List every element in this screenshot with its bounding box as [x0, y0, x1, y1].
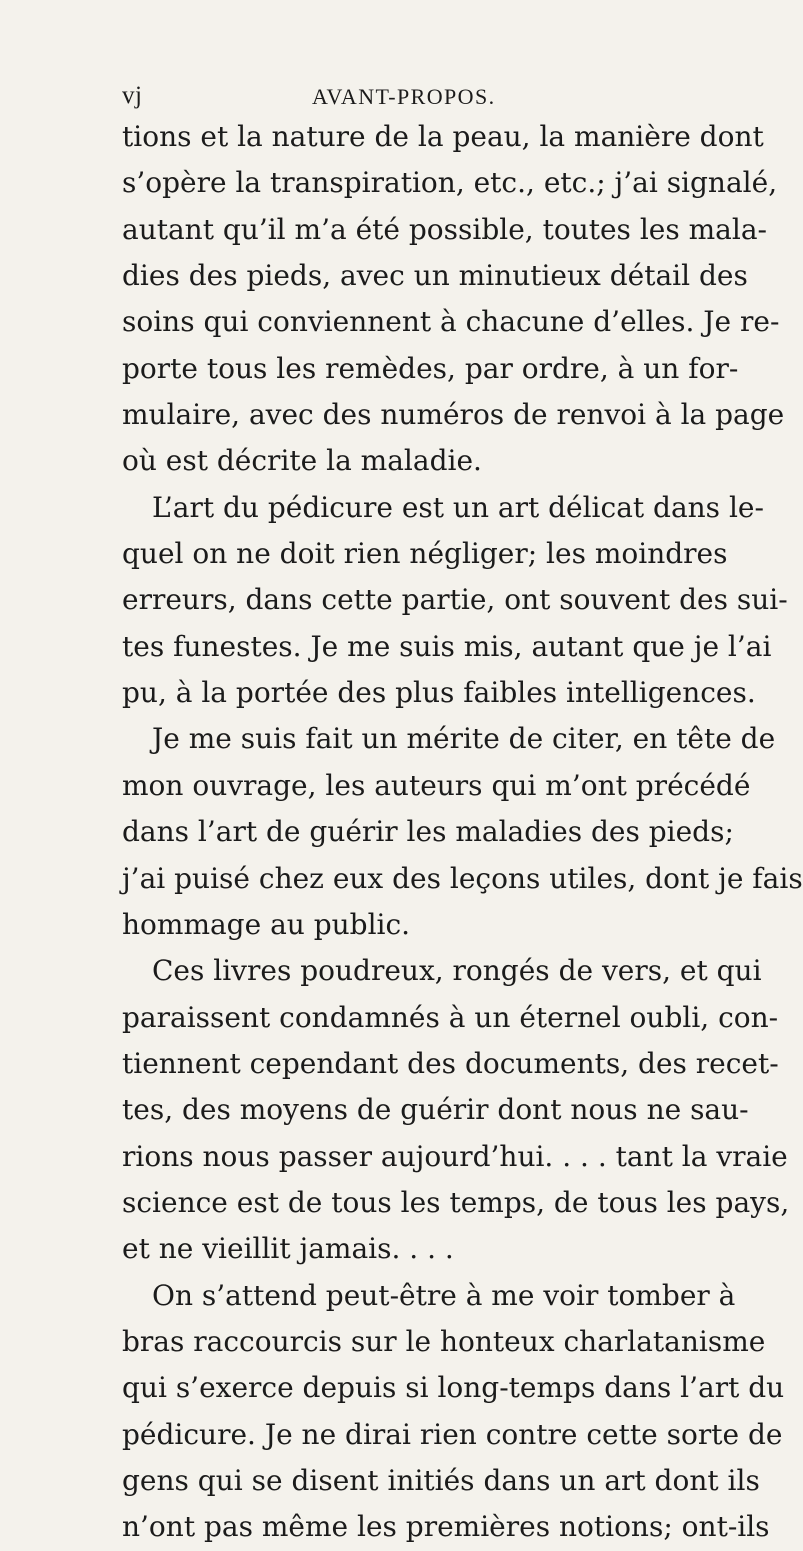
text-line: hommage au public.	[122, 907, 411, 941]
text-line: autant qu’il m’a été possible, toutes les mala-	[122, 212, 767, 246]
text-line: L’art du pédicure est un art délicat dans le-	[152, 490, 764, 524]
text-line: tions et la nature de la peau, la manière dont	[122, 120, 764, 153]
text-line: erreurs, dans cette partie, ont souvent des sui-	[122, 583, 788, 617]
text-line: soins qui conviennent à chacune d’elles. Je re-	[122, 305, 780, 339]
text-line: et ne vieillit jamais. . . .	[122, 1232, 454, 1266]
text-line: dies des pieds, avec un minutieux détail des	[122, 259, 748, 293]
text-line: Ces livres poudreux, rongés de vers, et qui	[152, 954, 762, 988]
text-line: mulaire, avec des numéros de renvoi à la page	[122, 398, 785, 432]
page-number: vj	[122, 82, 143, 109]
text-line: tes funestes. Je me suis mis, autant que je l’ai	[122, 629, 772, 663]
text-line: tes, des moyens de guérir dont nous ne sau-	[122, 1093, 749, 1127]
text-line: n’ont pas même les premières notions; ont-ils	[122, 1510, 770, 1544]
text-line: quel on ne doit rien négliger; les moindres	[122, 537, 728, 571]
section-title: AVANT-PROPOS.	[312, 84, 496, 109]
text-line: pu, à la portée des plus faibles intelligences.	[122, 676, 756, 710]
text-line: dans l’art de guérir les maladies des pieds;	[122, 815, 734, 849]
text-line: mon ouvrage, les auteurs qui m’ont précédé	[122, 768, 751, 802]
text-line: rions nous passer aujourd’hui. . . . tant la vraie	[122, 1139, 788, 1173]
text-line: qui s’exerce depuis si long-temps dans l’art du	[122, 1371, 785, 1405]
text-line: science est de tous les temps, de tous les pays,	[122, 1185, 790, 1219]
text-line: Je me suis fait un mérite de citer, en tête de	[152, 722, 776, 756]
text-line: paraissent condamnés à un éternel oubli, con-	[122, 1000, 779, 1034]
text-line: pédicure. Je ne dirai rien contre cette sorte de	[122, 1417, 783, 1451]
text-line: bras raccourcis sur le honteux charlatanisme	[122, 1324, 766, 1358]
text-line: On s’attend peut-être à me voir tomber à	[152, 1278, 736, 1312]
text-line: j’ai puisé chez eux des leçons utiles, dont je fais	[122, 861, 803, 895]
text-line: gens qui se disent initiés dans un art dont ils	[122, 1463, 760, 1497]
text-line: s’opère la transpiration, etc., etc.; j’ai signalé,	[122, 166, 778, 200]
text-line: porte tous les remèdes, par ordre, à un for-	[122, 351, 739, 385]
text-line: tiennent cependant des documents, des recet-	[122, 1046, 779, 1080]
running-head	[122, 82, 690, 116]
body-text	[122, 114, 803, 1551]
text-line: où est décrite la maladie.	[122, 444, 482, 478]
